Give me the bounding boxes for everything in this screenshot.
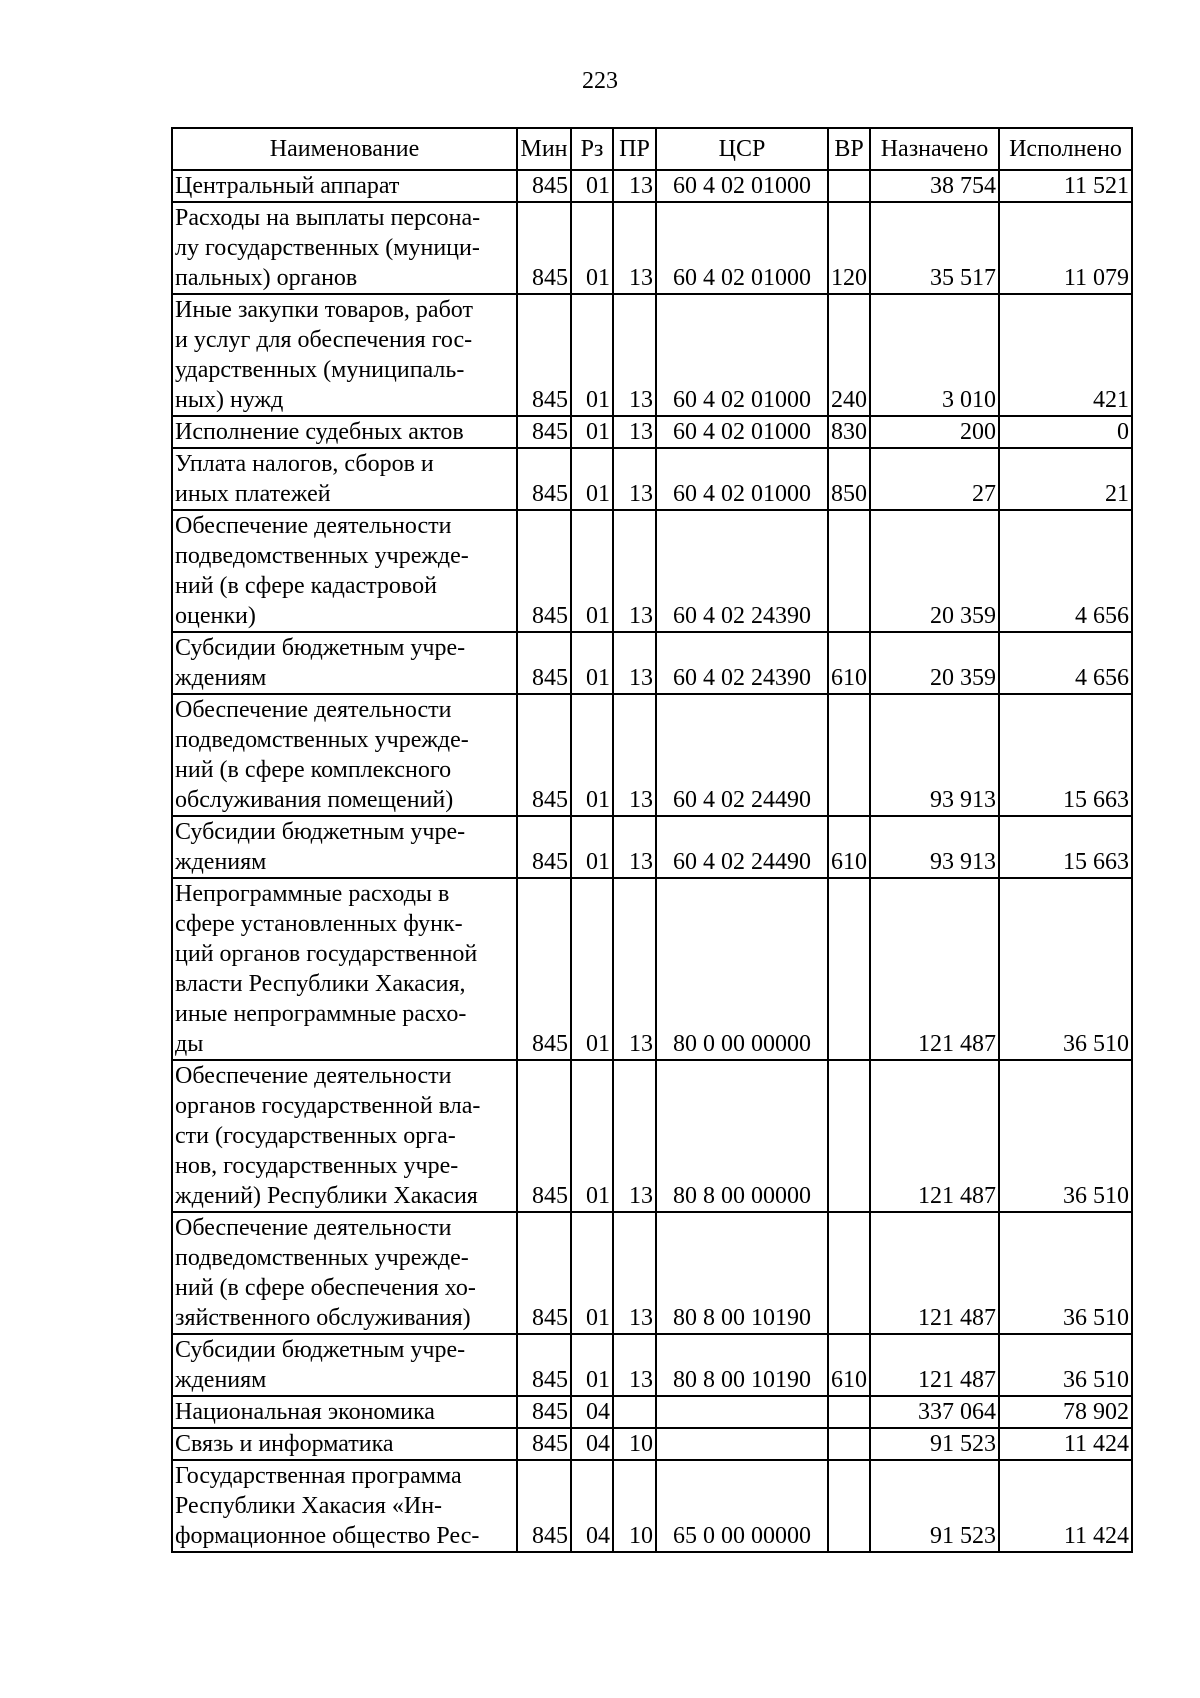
row-name: Связь и информатика xyxy=(172,1428,517,1460)
row-executed: 36 510 xyxy=(999,1212,1132,1334)
row-vr xyxy=(828,1212,870,1334)
row-executed: 36 510 xyxy=(999,1060,1132,1212)
row-min: 845 xyxy=(517,416,571,448)
row-csr: 60 4 02 24490 xyxy=(656,816,828,878)
row-csr xyxy=(656,1396,828,1428)
row-pr: 13 xyxy=(613,694,656,816)
row-assigned: 121 487 xyxy=(870,878,999,1060)
row-min: 845 xyxy=(517,170,571,202)
row-name: Субсидии бюджетным учре- ждениям xyxy=(172,816,517,878)
row-executed: 15 663 xyxy=(999,694,1132,816)
row-csr: 80 8 00 10190 xyxy=(656,1334,828,1396)
row-name: Субсидии бюджетным учре- ждениям xyxy=(172,632,517,694)
row-csr: 60 4 02 01000 xyxy=(656,170,828,202)
table-row xyxy=(172,202,1132,294)
row-assigned: 93 913 xyxy=(870,816,999,878)
row-executed: 15 663 xyxy=(999,816,1132,878)
row-assigned: 20 359 xyxy=(870,632,999,694)
row-min: 845 xyxy=(517,1428,571,1460)
row-csr: 60 4 02 01000 xyxy=(656,416,828,448)
row-csr: 60 4 02 24490 xyxy=(656,694,828,816)
row-csr: 80 0 00 00000 xyxy=(656,878,828,1060)
row-rz: 04 xyxy=(571,1460,613,1552)
row-rz: 01 xyxy=(571,510,613,632)
row-vr xyxy=(828,1396,870,1428)
table-row xyxy=(172,878,1132,1060)
row-name: Национальная экономика xyxy=(172,1396,517,1428)
row-min: 845 xyxy=(517,510,571,632)
row-pr xyxy=(613,1396,656,1428)
row-executed: 11 079 xyxy=(999,202,1132,294)
table-row xyxy=(172,416,1132,448)
header-row xyxy=(172,128,1132,170)
row-assigned: 121 487 xyxy=(870,1060,999,1212)
row-assigned: 27 xyxy=(870,448,999,510)
row-rz: 01 xyxy=(571,878,613,1060)
row-rz: 01 xyxy=(571,1060,613,1212)
header-executed: Исполнено xyxy=(999,128,1132,170)
row-executed: 78 902 xyxy=(999,1396,1132,1428)
row-pr: 10 xyxy=(613,1460,656,1552)
row-pr: 10 xyxy=(613,1428,656,1460)
row-vr xyxy=(828,1428,870,1460)
row-min: 845 xyxy=(517,294,571,416)
row-min: 845 xyxy=(517,816,571,878)
row-csr: 60 4 02 01000 xyxy=(656,202,828,294)
row-csr: 80 8 00 10190 xyxy=(656,1212,828,1334)
row-assigned: 3 010 xyxy=(870,294,999,416)
row-pr: 13 xyxy=(613,1060,656,1212)
row-vr xyxy=(828,878,870,1060)
table-row xyxy=(172,294,1132,416)
row-rz: 01 xyxy=(571,448,613,510)
row-assigned: 200 xyxy=(870,416,999,448)
row-pr: 13 xyxy=(613,416,656,448)
header-pr: ПР xyxy=(613,128,656,170)
row-rz: 01 xyxy=(571,1212,613,1334)
row-rz: 01 xyxy=(571,694,613,816)
row-assigned: 35 517 xyxy=(870,202,999,294)
row-name: Уплата налогов, сборов и иных платежей xyxy=(172,448,517,510)
row-csr: 60 4 02 24390 xyxy=(656,510,828,632)
table-row xyxy=(172,1334,1132,1396)
row-executed: 0 xyxy=(999,416,1132,448)
row-executed: 36 510 xyxy=(999,878,1132,1060)
row-vr xyxy=(828,170,870,202)
row-vr xyxy=(828,510,870,632)
row-rz: 01 xyxy=(571,632,613,694)
row-name: Расходы на выплаты персона- лу государственных (муници- пальных) органов xyxy=(172,202,517,294)
table-row xyxy=(172,632,1132,694)
row-executed: 421 xyxy=(999,294,1132,416)
row-csr: 60 4 02 01000 xyxy=(656,448,828,510)
row-name: Исполнение судебных актов xyxy=(172,416,517,448)
row-name: Центральный аппарат xyxy=(172,170,517,202)
row-pr: 13 xyxy=(613,1334,656,1396)
row-name: Непрограммные расходы в сфере установленных функ- ций органов государственной власти Республики Хакасия, иные непрограммные расхо- ды xyxy=(172,878,517,1060)
row-pr: 13 xyxy=(613,294,656,416)
row-vr: 610 xyxy=(828,1334,870,1396)
row-executed: 11 424 xyxy=(999,1460,1132,1552)
table-row xyxy=(172,448,1132,510)
row-executed: 11 521 xyxy=(999,170,1132,202)
row-executed: 21 xyxy=(999,448,1132,510)
row-assigned: 121 487 xyxy=(870,1212,999,1334)
row-vr: 850 xyxy=(828,448,870,510)
row-pr: 13 xyxy=(613,448,656,510)
row-csr: 80 8 00 00000 xyxy=(656,1060,828,1212)
row-vr: 830 xyxy=(828,416,870,448)
row-pr: 13 xyxy=(613,878,656,1060)
table-row xyxy=(172,816,1132,878)
header-name: Наименование xyxy=(172,128,517,170)
page-number: 223 xyxy=(582,68,618,94)
row-rz: 01 xyxy=(571,202,613,294)
row-rz: 01 xyxy=(571,1334,613,1396)
budget-table xyxy=(171,127,1133,1553)
row-assigned: 91 523 xyxy=(870,1428,999,1460)
row-rz: 04 xyxy=(571,1396,613,1428)
row-rz: 04 xyxy=(571,1428,613,1460)
row-assigned: 38 754 xyxy=(870,170,999,202)
row-min: 845 xyxy=(517,1212,571,1334)
header-rz: Рз xyxy=(571,128,613,170)
row-pr: 13 xyxy=(613,170,656,202)
row-vr xyxy=(828,1460,870,1552)
row-min: 845 xyxy=(517,1460,571,1552)
row-min: 845 xyxy=(517,632,571,694)
table-row xyxy=(172,1212,1132,1334)
row-rz: 01 xyxy=(571,816,613,878)
row-pr: 13 xyxy=(613,202,656,294)
row-min: 845 xyxy=(517,878,571,1060)
row-min: 845 xyxy=(517,202,571,294)
row-name: Обеспечение деятельности подведомственных учрежде- ний (в сфере кадастровой оценки) xyxy=(172,510,517,632)
table-row xyxy=(172,170,1132,202)
header-assigned: Назначено xyxy=(870,128,999,170)
row-executed: 4 656 xyxy=(999,632,1132,694)
row-assigned: 337 064 xyxy=(870,1396,999,1428)
table-row xyxy=(172,1060,1132,1212)
row-csr xyxy=(656,1428,828,1460)
row-name: Государственная программа Республики Хакасия «Ин- формационное общество Рес- xyxy=(172,1460,517,1552)
row-name: Субсидии бюджетным учре- ждениям xyxy=(172,1334,517,1396)
row-rz: 01 xyxy=(571,416,613,448)
row-vr: 610 xyxy=(828,632,870,694)
row-min: 845 xyxy=(517,1060,571,1212)
row-vr: 240 xyxy=(828,294,870,416)
row-pr: 13 xyxy=(613,816,656,878)
row-csr: 60 4 02 24390 xyxy=(656,632,828,694)
row-pr: 13 xyxy=(613,632,656,694)
row-assigned: 91 523 xyxy=(870,1460,999,1552)
row-rz: 01 xyxy=(571,170,613,202)
header-min: Мин xyxy=(517,128,571,170)
row-csr: 60 4 02 01000 xyxy=(656,294,828,416)
row-name: Обеспечение деятельности органов государственной вла- сти (государственных орга- нов, государственных учре- ждений) Республики Хакасия xyxy=(172,1060,517,1212)
row-executed: 36 510 xyxy=(999,1334,1132,1396)
row-pr: 13 xyxy=(613,1212,656,1334)
row-min: 845 xyxy=(517,1396,571,1428)
row-vr xyxy=(828,1060,870,1212)
row-assigned: 20 359 xyxy=(870,510,999,632)
header-csr: ЦСР xyxy=(656,128,828,170)
row-min: 845 xyxy=(517,694,571,816)
row-vr: 120 xyxy=(828,202,870,294)
row-assigned: 93 913 xyxy=(870,694,999,816)
table-row xyxy=(172,510,1132,632)
row-pr: 13 xyxy=(613,510,656,632)
row-min: 845 xyxy=(517,448,571,510)
row-name: Обеспечение деятельности подведомственных учрежде- ний (в сфере комплексного обслуживания помещений) xyxy=(172,694,517,816)
row-executed: 4 656 xyxy=(999,510,1132,632)
table-row xyxy=(172,1460,1132,1552)
row-vr: 610 xyxy=(828,816,870,878)
row-name: Обеспечение деятельности подведомственных учрежде- ний (в сфере обеспечения хо- зяйственного обслуживания) xyxy=(172,1212,517,1334)
row-csr: 65 0 00 00000 xyxy=(656,1460,828,1552)
row-executed: 11 424 xyxy=(999,1428,1132,1460)
row-name: Иные закупки товаров, работ и услуг для обеспечения гос- ударственных (муниципаль- ных) нужд xyxy=(172,294,517,416)
row-assigned: 121 487 xyxy=(870,1334,999,1396)
row-vr xyxy=(828,694,870,816)
header-vr: ВР xyxy=(828,128,870,170)
table-row xyxy=(172,1396,1132,1428)
table-row xyxy=(172,1428,1132,1460)
table-row xyxy=(172,694,1132,816)
row-min: 845 xyxy=(517,1334,571,1396)
row-rz: 01 xyxy=(571,294,613,416)
